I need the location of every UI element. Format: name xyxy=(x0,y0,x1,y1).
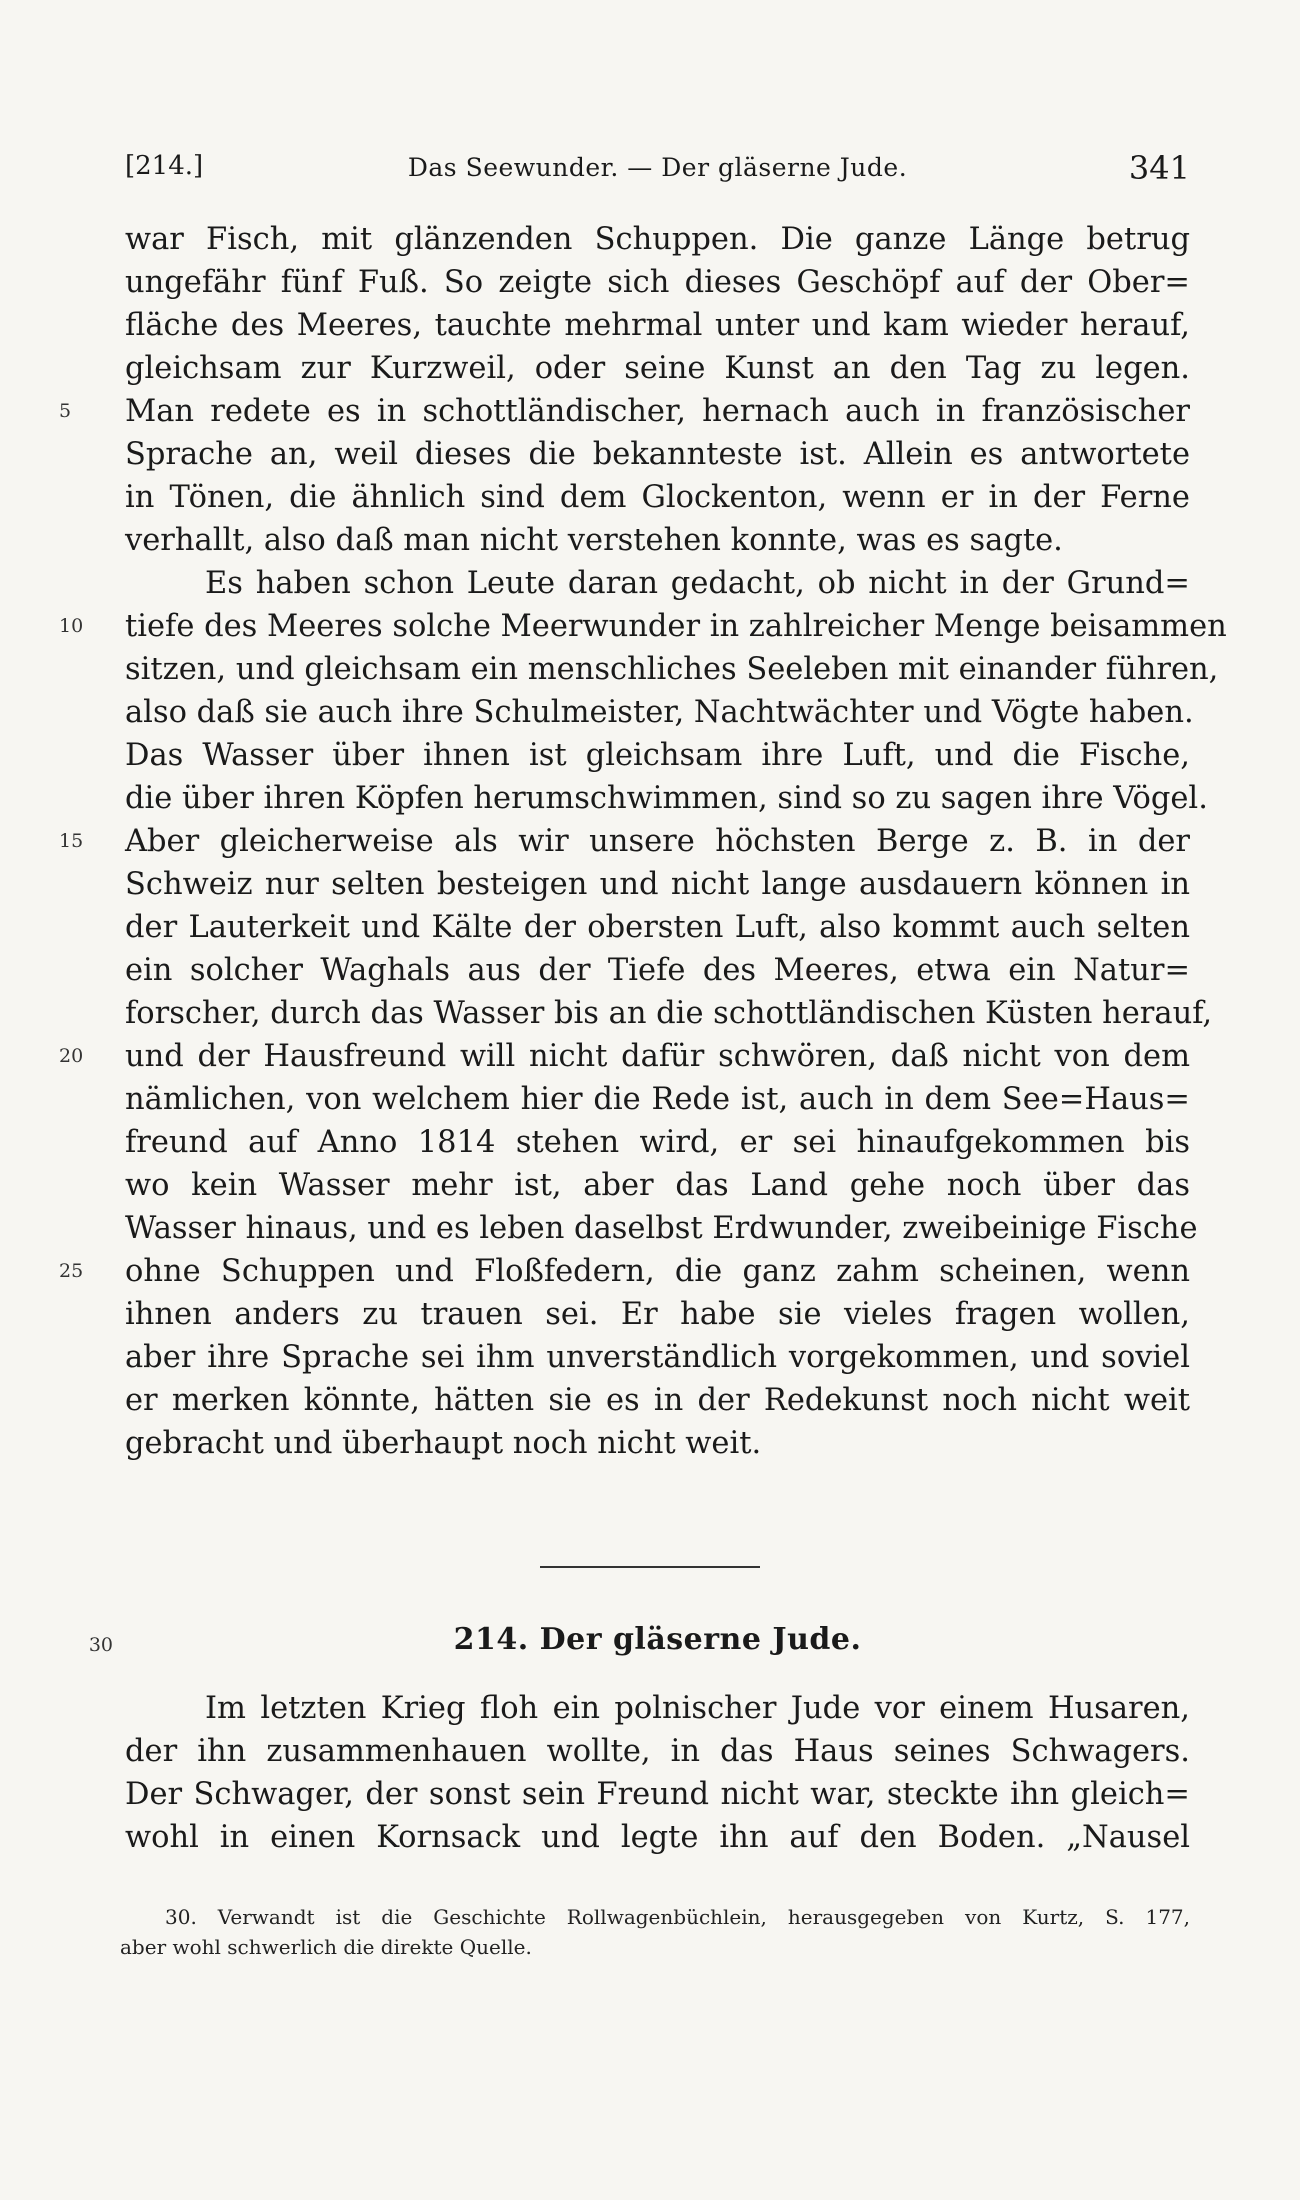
text-line: ein solcher Waghals aus der Tiefe des Meeres, etwa ein Natur= xyxy=(125,953,1190,988)
running-title: Das Seewunder. — Der gläserne Jude. xyxy=(407,153,908,182)
text-line: also daß sie auch ihre Schulmeister, Nachtwächter und Vögte haben. xyxy=(125,695,1194,730)
text-line: Wasser hinaus, und es leben daselbst Erdwunder, zweibeinige Fische xyxy=(125,1211,1198,1246)
text-line: aber ihre Sprache sei ihm unverständlich vorgekommen, und soviel xyxy=(125,1340,1190,1375)
text-line: forscher, durch das Wasser bis an die schottländischen Küsten herauf, xyxy=(125,996,1213,1031)
section-heading: 214. Der gläserne Jude. xyxy=(453,1622,862,1657)
text-line: 20 und der Hausfreund will nicht dafür schwören, daß nicht von dem xyxy=(125,1035,1190,1078)
text-line: war Fisch, mit glänzenden Schuppen. Die ganze Länge betrug xyxy=(125,222,1190,257)
text-line: Im letzten Krieg floh ein polnischer Jude vor einem Husaren, xyxy=(205,1691,1190,1726)
text-line: die über ihren Köpfen herumschwimmen, sind so zu sagen ihre Vögel. xyxy=(125,781,1208,816)
text-line: Das Wasser über ihnen ist gleichsam ihre Luft, und die Fische, xyxy=(125,738,1190,773)
line-number: 30 xyxy=(88,1634,113,1656)
text-line: gleichsam zur Kurzweil, oder seine Kunst an den Tag zu legen. xyxy=(125,351,1190,386)
text-line: wohl in einen Kornsack und legte ihn auf den Boden. „Nausel xyxy=(125,1820,1190,1855)
text-line: Sprache an, weil dieses die bekannteste ist. Allein es antwortete xyxy=(125,437,1190,472)
page-header xyxy=(125,145,1190,195)
text-line: verhallt, also daß man nicht verstehen konnte, was es sagte. xyxy=(125,523,1063,558)
footnote-line: 30. Verwandt ist die Geschichte Rollwagenbüchlein, herausgegeben von Kurtz, S. 177, xyxy=(165,1905,1190,1929)
text-line: 25 ohne Schuppen und Floßfedern, die ganz zahm scheinen, wenn xyxy=(125,1250,1190,1293)
line-number: 20 xyxy=(59,1045,84,1067)
text-line: Schweiz nur selten besteigen und nicht lange ausdauern können in xyxy=(125,867,1190,902)
text-line: gebracht und überhaupt noch nicht weit. xyxy=(125,1426,762,1461)
text-line: fläche des Meeres, tauchte mehrmal unter und kam wieder herauf, xyxy=(125,308,1190,343)
page-number: 341 xyxy=(1128,149,1190,187)
text-line: ihnen anders zu trauen sei. Er habe sie vieles fragen wollen, xyxy=(125,1297,1190,1332)
line-number: 10 xyxy=(59,615,84,637)
text-line: Der Schwager, der sonst sein Freund nicht war, steckte ihn gleich= xyxy=(125,1777,1190,1812)
text-line: der Lauterkeit und Kälte der obersten Luft, also kommt auch selten xyxy=(125,910,1190,945)
text-line: 5 Man redete es in schottländischer, hernach auch in französischer xyxy=(125,390,1190,433)
text-line: 10 tiefe des Meeres solche Meerwunder in zahlreicher Menge beisammen xyxy=(125,605,1190,648)
line-number: 5 xyxy=(59,400,72,422)
section-reference: [214.] xyxy=(125,151,204,181)
text-line: sitzen, und gleichsam ein menschliches Seeleben mit einander führen, xyxy=(125,652,1219,687)
text-line: er merken könnte, hätten sie es in der Redekunst noch nicht weit xyxy=(125,1383,1190,1418)
footnote-line: aber wohl schwerlich die direkte Quelle. xyxy=(120,1935,532,1959)
text-line: der ihn zusammenhauen wollte, in das Haus seines Schwagers. xyxy=(125,1734,1190,1769)
section-divider xyxy=(540,1566,760,1568)
text-line: wo kein Wasser mehr ist, aber das Land gehe noch über das xyxy=(125,1168,1190,1203)
main-text xyxy=(59,218,1227,1465)
text-line: freund auf Anno 1814 stehen wird, er sei hinaufgekommen bis xyxy=(125,1125,1190,1160)
text-line: Es haben schon Leute daran gedacht, ob nicht in der Grund= xyxy=(205,566,1190,601)
footnote xyxy=(120,1902,1190,1962)
line-number: 15 xyxy=(59,830,84,852)
section-text xyxy=(125,1687,1190,1859)
text-line: in Tönen, die ähnlich sind dem Glockenton, wenn er in der Ferne xyxy=(125,480,1190,515)
text-line: ungefähr fünf Fuß. So zeigte sich dieses Geschöpf auf der Ober= xyxy=(125,265,1190,300)
text-line: 15 Aber gleicherweise als wir unsere höchsten Berge z. B. in der xyxy=(125,820,1190,863)
text-line: nämlichen, von welchem hier die Rede ist, auch in dem See=Haus= xyxy=(125,1082,1190,1117)
line-number: 25 xyxy=(59,1260,84,1282)
section-heading-row xyxy=(88,1618,1190,1668)
